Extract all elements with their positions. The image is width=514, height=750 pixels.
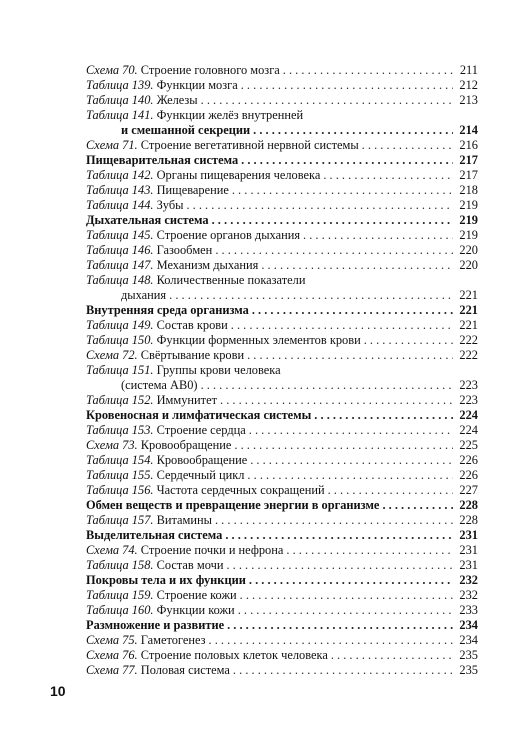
table-of-contents xyxy=(86,63,478,678)
toc-entry-prefix: Таблица 154. xyxy=(86,453,154,467)
toc-entry xyxy=(86,333,478,348)
toc-entry xyxy=(86,588,478,603)
toc-entry xyxy=(86,138,478,153)
toc-entry-title: Гаметогенез xyxy=(140,633,206,647)
toc-entry-title: Выделительная система xyxy=(86,528,223,542)
toc-entry-page: 231 xyxy=(459,543,478,557)
dot-leader xyxy=(240,588,453,603)
toc-entry-title: Газообмен xyxy=(156,243,213,257)
toc-entry-page: 221 xyxy=(459,288,478,302)
toc-entry-label xyxy=(86,243,212,258)
toc-entry xyxy=(86,363,478,378)
toc-entry-label xyxy=(86,273,305,288)
toc-entry xyxy=(86,78,478,93)
toc-entry-prefix: Таблица 139. xyxy=(86,78,154,92)
toc-entry-label xyxy=(86,543,283,558)
toc-entry-title: Сердечный цикл xyxy=(156,468,245,482)
toc-entry-label xyxy=(86,468,244,483)
toc-entry-label xyxy=(86,303,249,318)
toc-entry-prefix: Таблица 148. xyxy=(86,273,154,287)
dot-leader xyxy=(226,558,453,573)
toc-entry-title: Железы xyxy=(156,93,198,107)
dot-leader xyxy=(250,453,453,468)
toc-entry-label xyxy=(86,453,247,468)
dot-leader xyxy=(227,618,453,633)
toc-entry-label xyxy=(86,348,244,363)
toc-entry-page: 212 xyxy=(459,78,478,92)
toc-entry-page: 217 xyxy=(459,168,478,182)
toc-entry-prefix: Таблица 145. xyxy=(86,228,154,242)
toc-entry-page: 233 xyxy=(459,603,478,617)
toc-entry-title: Функции кожи xyxy=(156,603,235,617)
toc-entry-title: Обмен веществ и превращение энергии в организме xyxy=(86,498,380,512)
toc-entry-prefix: Схема 75. xyxy=(86,633,138,647)
toc-entry-title: Состав крови xyxy=(156,318,228,332)
toc-entry xyxy=(86,393,478,408)
toc-entry-title: Механизм дыхания xyxy=(156,258,259,272)
toc-entry xyxy=(86,228,478,243)
toc-entry xyxy=(86,528,478,543)
toc-entry-page: 226 xyxy=(459,468,478,482)
toc-entry-page: 235 xyxy=(459,648,478,662)
dot-leader xyxy=(241,78,453,93)
dot-leader xyxy=(220,393,453,408)
toc-entry-prefix: Схема 77. xyxy=(86,663,138,677)
toc-entry-prefix: Таблица 159. xyxy=(86,588,154,602)
toc-entry-prefix: Таблица 155. xyxy=(86,468,154,482)
toc-entry-page: 227 xyxy=(459,483,478,497)
toc-entry-label xyxy=(86,333,361,348)
toc-entry xyxy=(86,258,478,273)
toc-entry-label xyxy=(86,183,229,198)
toc-entry-title: Пищеварительная система xyxy=(86,153,239,167)
toc-entry-page: 232 xyxy=(459,588,478,602)
toc-entry-prefix: Схема 70. xyxy=(86,63,138,77)
toc-entry-label xyxy=(86,573,246,588)
toc-entry-page: 211 xyxy=(459,63,478,77)
toc-entry-page: 222 xyxy=(459,333,478,347)
toc-entry xyxy=(86,63,478,78)
toc-entry-prefix: Схема 76. xyxy=(86,648,138,662)
toc-entry-prefix: Таблица 158. xyxy=(86,558,154,572)
dot-leader xyxy=(212,213,453,228)
toc-entry-label xyxy=(86,168,320,183)
toc-entry-page: 231 xyxy=(459,528,478,542)
dot-leader xyxy=(362,138,453,153)
toc-entry-prefix: Таблица 147. xyxy=(86,258,154,272)
toc-entry-page: 221 xyxy=(459,318,478,332)
toc-entry-page: 234 xyxy=(459,633,478,647)
toc-entry-label xyxy=(121,123,250,138)
toc-entry xyxy=(86,123,478,138)
toc-entry-title: Покровы тела и их функции xyxy=(86,573,246,587)
toc-entry-label xyxy=(86,258,258,273)
dot-leader xyxy=(225,528,453,543)
toc-entry-page: 220 xyxy=(459,243,478,257)
toc-entry-title: Функции желёз внутренней xyxy=(156,108,304,122)
toc-entry-label xyxy=(86,198,183,213)
toc-entry xyxy=(86,93,478,108)
toc-entry xyxy=(86,513,478,528)
dot-leader xyxy=(328,483,453,498)
dot-leader xyxy=(286,543,453,558)
toc-entry-prefix: Таблица 151. xyxy=(86,363,154,377)
toc-entry-label xyxy=(86,318,228,333)
toc-entry-title: Пищеварение xyxy=(156,183,229,197)
toc-entry-label xyxy=(86,153,238,168)
toc-entry xyxy=(86,198,478,213)
toc-entry-prefix: Таблица 140. xyxy=(86,93,154,107)
toc-entry-prefix: Таблица 156. xyxy=(86,483,154,497)
toc-entry xyxy=(86,558,478,573)
toc-entry-page: 228 xyxy=(459,498,478,512)
toc-entry-label xyxy=(86,393,217,408)
toc-entry-title: Половая система xyxy=(140,663,230,677)
toc-entry-label xyxy=(121,288,166,303)
toc-entry-prefix: Таблица 142. xyxy=(86,168,154,182)
toc-entry xyxy=(86,243,478,258)
toc-entry-label xyxy=(86,633,206,648)
toc-entry-prefix: Таблица 144. xyxy=(86,198,154,212)
toc-entry-prefix: Таблица 153. xyxy=(86,423,154,437)
dot-leader xyxy=(252,303,453,318)
dot-leader xyxy=(201,93,453,108)
toc-entry-page: 216 xyxy=(459,138,478,152)
toc-entry-title: Витамины xyxy=(156,513,212,527)
toc-entry xyxy=(86,273,478,288)
dot-leader xyxy=(238,603,453,618)
toc-entry xyxy=(86,213,478,228)
toc-entry-prefix: Таблица 146. xyxy=(86,243,154,257)
dot-leader xyxy=(314,408,453,423)
dot-leader xyxy=(249,573,453,588)
dot-leader xyxy=(233,663,453,678)
dot-leader xyxy=(215,243,453,258)
toc-entry-title: Строение органов дыхания xyxy=(156,228,301,242)
toc-entry xyxy=(86,288,478,303)
toc-entry-page: 219 xyxy=(459,213,478,227)
toc-entry-title: и смешанной секреции xyxy=(121,123,251,137)
dot-leader xyxy=(283,63,453,78)
dot-leader xyxy=(215,513,453,528)
toc-entry xyxy=(86,183,478,198)
toc-entry-title: Состав мочи xyxy=(156,558,224,572)
toc-entry-page: 214 xyxy=(459,123,478,137)
toc-entry xyxy=(86,438,478,453)
toc-entry-title: Кровеносная и лимфатическая системы xyxy=(86,408,312,422)
toc-entry-page: 213 xyxy=(459,93,478,107)
toc-entry-title: Группы крови человека xyxy=(156,363,281,377)
toc-entry-label xyxy=(86,498,379,513)
toc-entry-page: 226 xyxy=(459,453,478,467)
toc-entry-label xyxy=(86,63,280,78)
toc-entry-prefix: Таблица 149. xyxy=(86,318,154,332)
toc-entry-prefix: Таблица 141. xyxy=(86,108,154,122)
toc-entry-label xyxy=(86,618,224,633)
toc-entry-page: 224 xyxy=(459,408,478,422)
toc-entry-page: 220 xyxy=(459,258,478,272)
dot-leader xyxy=(382,498,453,513)
toc-entry-title: Частота сердечных сокращений xyxy=(156,483,325,497)
dot-leader xyxy=(201,378,453,393)
toc-entry-title: Свёртывание крови xyxy=(140,348,245,362)
toc-entry-page: 235 xyxy=(459,663,478,677)
dot-leader xyxy=(249,423,453,438)
toc-entry-title: Функции мозга xyxy=(156,78,238,92)
toc-entry-prefix: Таблица 150. xyxy=(86,333,154,347)
toc-entry-page: 222 xyxy=(459,348,478,362)
toc-entry xyxy=(86,648,478,663)
toc-entry-label xyxy=(86,513,212,528)
toc-entry-label xyxy=(86,213,209,228)
toc-entry-title: дыхания xyxy=(121,288,167,302)
page-number: 10 xyxy=(50,683,66,699)
toc-entry-prefix: Схема 73. xyxy=(86,438,138,452)
toc-entry-page: 221 xyxy=(459,303,478,317)
toc-entry-title: Строение кожи xyxy=(156,588,237,602)
toc-entry-page: 223 xyxy=(459,378,478,392)
toc-entry-title: Строение сердца xyxy=(156,423,246,437)
toc-entry-title: Размножение и развитие xyxy=(86,618,225,632)
toc-entry-title: Иммунитет xyxy=(156,393,218,407)
toc-entry xyxy=(86,483,478,498)
toc-entry xyxy=(86,543,478,558)
toc-entry-page: 232 xyxy=(459,573,478,587)
toc-entry xyxy=(86,108,478,123)
toc-entry-label xyxy=(121,378,198,393)
toc-entry-label xyxy=(86,228,300,243)
toc-entry-page: 219 xyxy=(459,228,478,242)
dot-leader xyxy=(209,633,453,648)
dot-leader xyxy=(364,333,453,348)
toc-entry xyxy=(86,498,478,513)
toc-entry-title: Строение половых клеток человека xyxy=(140,648,328,662)
toc-entry-title: Внутренняя среда организма xyxy=(86,303,249,317)
toc-entry-page: 219 xyxy=(459,198,478,212)
toc-entry-label xyxy=(86,138,359,153)
toc-entry-label xyxy=(86,588,237,603)
toc-entry-title: Кровообращение xyxy=(140,438,232,452)
toc-entry-title: (система АВ0) xyxy=(121,378,198,392)
toc-entry xyxy=(86,663,478,678)
toc-entry-label xyxy=(86,108,303,123)
dot-leader xyxy=(323,168,453,183)
dot-leader xyxy=(303,228,453,243)
dot-leader xyxy=(241,153,453,168)
toc-entry-label xyxy=(86,558,223,573)
toc-entry-label xyxy=(86,78,238,93)
toc-entry-prefix: Таблица 152. xyxy=(86,393,154,407)
toc-entry xyxy=(86,378,478,393)
toc-entry-page: 231 xyxy=(459,558,478,572)
toc-entry-page: 218 xyxy=(459,183,478,197)
toc-entry xyxy=(86,453,478,468)
toc-entry-page: 217 xyxy=(459,153,478,167)
toc-entry xyxy=(86,318,478,333)
toc-entry-title: Функции форменных элементов крови xyxy=(156,333,361,347)
toc-entry-label xyxy=(86,423,246,438)
toc-entry xyxy=(86,408,478,423)
dot-leader xyxy=(247,348,453,363)
toc-entry-label xyxy=(86,438,231,453)
toc-entry xyxy=(86,468,478,483)
toc-entry xyxy=(86,423,478,438)
dot-leader xyxy=(331,648,453,663)
dot-leader xyxy=(253,123,453,138)
toc-entry xyxy=(86,153,478,168)
toc-entry-label xyxy=(86,363,281,378)
toc-entry-label xyxy=(86,93,198,108)
toc-entry-title: Строение вегетативной нервной системы xyxy=(140,138,359,152)
toc-entry-label xyxy=(86,528,222,543)
toc-entry xyxy=(86,348,478,363)
dot-leader xyxy=(231,318,453,333)
toc-entry-prefix: Схема 71. xyxy=(86,138,138,152)
toc-entry-page: 223 xyxy=(459,393,478,407)
toc-entry-label xyxy=(86,408,311,423)
dot-leader xyxy=(232,183,453,198)
dot-leader xyxy=(247,468,453,483)
toc-entry-title: Строение почки и нефрона xyxy=(140,543,284,557)
toc-entry xyxy=(86,168,478,183)
toc-entry-label xyxy=(86,483,325,498)
toc-entry-title: Кровообращение xyxy=(156,453,248,467)
dot-leader xyxy=(234,438,453,453)
dot-leader xyxy=(261,258,453,273)
toc-entry-title: Зубы xyxy=(156,198,184,212)
toc-entry-label xyxy=(86,603,235,618)
toc-entry-prefix: Таблица 143. xyxy=(86,183,154,197)
toc-entry xyxy=(86,603,478,618)
toc-entry-prefix: Схема 74. xyxy=(86,543,138,557)
toc-entry-prefix: Таблица 157. xyxy=(86,513,154,527)
toc-entry xyxy=(86,618,478,633)
toc-entry-page: 234 xyxy=(459,618,478,632)
toc-entry xyxy=(86,573,478,588)
toc-entry xyxy=(86,303,478,318)
toc-entry-label xyxy=(86,663,230,678)
toc-entry-title: Количественные показатели xyxy=(156,273,306,287)
toc-entry-prefix: Схема 72. xyxy=(86,348,138,362)
toc-entry-label xyxy=(86,648,328,663)
toc-entry xyxy=(86,633,478,648)
toc-entry-title: Органы пищеварения человека xyxy=(156,168,321,182)
toc-entry-page: 224 xyxy=(459,423,478,437)
toc-entry-title: Дыхательная система xyxy=(86,213,209,227)
dot-leader xyxy=(186,198,453,213)
toc-entry-page: 228 xyxy=(459,513,478,527)
toc-entry-title: Строение головного мозга xyxy=(140,63,280,77)
toc-entry-page: 225 xyxy=(459,438,478,452)
dot-leader xyxy=(169,288,453,303)
toc-entry-prefix: Таблица 160. xyxy=(86,603,154,617)
